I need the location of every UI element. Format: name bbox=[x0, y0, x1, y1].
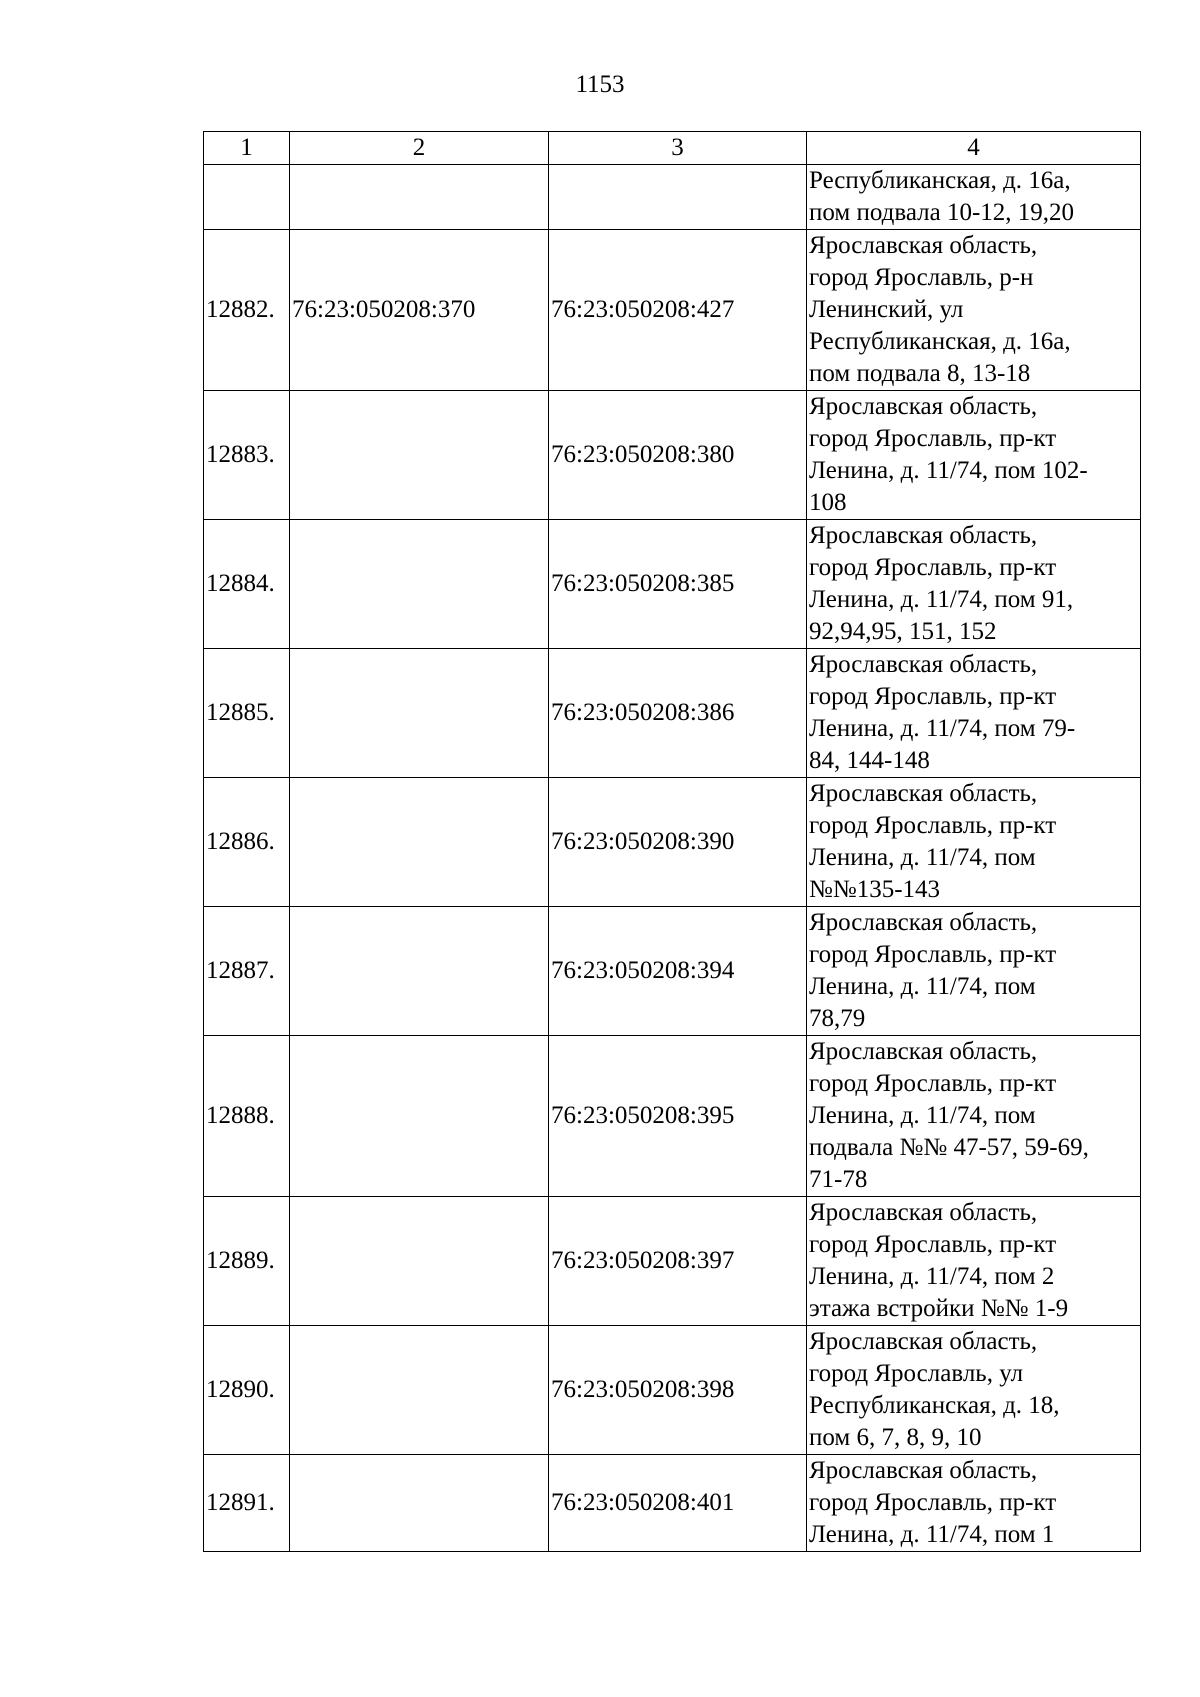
row-number: 12891. bbox=[204, 1455, 290, 1552]
table-row bbox=[204, 520, 1141, 649]
cadastral-number: 76:23:050208:380 bbox=[549, 391, 807, 520]
row-number: 12884. bbox=[204, 520, 290, 649]
address: Ярославская область, город Ярославль, ул Республиканская, д. 18, пом 6, 7, 8, 9, 10 bbox=[807, 1326, 1141, 1455]
header-row bbox=[204, 132, 1141, 165]
parent-cadastral-number bbox=[290, 391, 549, 520]
parent-cadastral-number bbox=[290, 520, 549, 649]
table-row bbox=[204, 391, 1141, 520]
cadastral-number: 76:23:050208:385 bbox=[549, 520, 807, 649]
table-row bbox=[204, 778, 1141, 907]
row-number: 12889. bbox=[204, 1197, 290, 1326]
address: Ярославская область, город Ярославль, пр-кт Ленина, д. 11/74, пом 2 этажа встройки №№ 1-9 bbox=[807, 1197, 1141, 1326]
cadastral-number: 76:23:050208:397 bbox=[549, 1197, 807, 1326]
row-number: 12887. bbox=[204, 907, 290, 1036]
row-number: 12882. bbox=[204, 230, 290, 391]
parent-cadastral-number bbox=[290, 1326, 549, 1455]
parent-cadastral-number bbox=[290, 1455, 549, 1552]
parent-cadastral-number: 76:23:050208:370 bbox=[290, 230, 549, 391]
row-number: 12886. bbox=[204, 778, 290, 907]
column-header-2: 2 bbox=[290, 132, 549, 165]
parent-cadastral-number bbox=[290, 165, 549, 230]
cadastral-number: 76:23:050208:395 bbox=[549, 1036, 807, 1197]
cadastral-number: 76:23:050208:390 bbox=[549, 778, 807, 907]
cadastral-number: 76:23:050208:427 bbox=[549, 230, 807, 391]
row-number: 12885. bbox=[204, 649, 290, 778]
parent-cadastral-number bbox=[290, 907, 549, 1036]
table-row bbox=[204, 1197, 1141, 1326]
address: Ярославская область, город Ярославль, пр-кт Ленина, д. 11/74, пом 78,79 bbox=[807, 907, 1141, 1036]
row-number bbox=[204, 165, 290, 230]
address: Ярославская область, город Ярославль, пр-кт Ленина, д. 11/74, пом подвала №№ 47-57, 59-69, 71-78 bbox=[807, 1036, 1141, 1197]
address: Ярославская область, город Ярославль, пр-кт Ленина, д. 11/74, пом 102- 108 bbox=[807, 391, 1141, 520]
table-row bbox=[204, 1455, 1141, 1552]
table-row bbox=[204, 165, 1141, 230]
row-number: 12890. bbox=[204, 1326, 290, 1455]
cadastral-number: 76:23:050208:394 bbox=[549, 907, 807, 1036]
property-registry-table bbox=[203, 131, 1141, 1552]
address: Ярославская область, город Ярославль, пр-кт Ленина, д. 11/74, пом 91, 92,94,95, 151, 152 bbox=[807, 520, 1141, 649]
table-row bbox=[204, 907, 1141, 1036]
cadastral-number: 76:23:050208:401 bbox=[549, 1455, 807, 1552]
address: Ярославская область, город Ярославль, пр-кт Ленина, д. 11/74, пом 1 bbox=[807, 1455, 1141, 1552]
row-number: 12888. bbox=[204, 1036, 290, 1197]
cadastral-number: 76:23:050208:398 bbox=[549, 1326, 807, 1455]
column-header-4: 4 bbox=[807, 132, 1141, 165]
address: Ярославская область, город Ярославль, пр-кт Ленина, д. 11/74, пом №№135-143 bbox=[807, 778, 1141, 907]
parent-cadastral-number bbox=[290, 649, 549, 778]
address: Ярославская область, город Ярославль, пр-кт Ленина, д. 11/74, пом 79- 84, 144-148 bbox=[807, 649, 1141, 778]
parent-cadastral-number bbox=[290, 1197, 549, 1326]
cadastral-number: 76:23:050208:386 bbox=[549, 649, 807, 778]
table-row bbox=[204, 1036, 1141, 1197]
address: Республиканская, д. 16а, пом подвала 10-12, 19,20 bbox=[807, 165, 1141, 230]
table-row bbox=[204, 1326, 1141, 1455]
address: Ярославская область, город Ярославль, р-н Ленинский, ул Республиканская, д. 16а, пом подвала 8, 13-18 bbox=[807, 230, 1141, 391]
column-header-1: 1 bbox=[204, 132, 290, 165]
parent-cadastral-number bbox=[290, 778, 549, 907]
parent-cadastral-number bbox=[290, 1036, 549, 1197]
table-row bbox=[204, 230, 1141, 391]
page-number: 1153 bbox=[575, 71, 625, 98]
column-header-3: 3 bbox=[549, 132, 807, 165]
cadastral-number bbox=[549, 165, 807, 230]
table-row bbox=[204, 649, 1141, 778]
row-number: 12883. bbox=[204, 391, 290, 520]
